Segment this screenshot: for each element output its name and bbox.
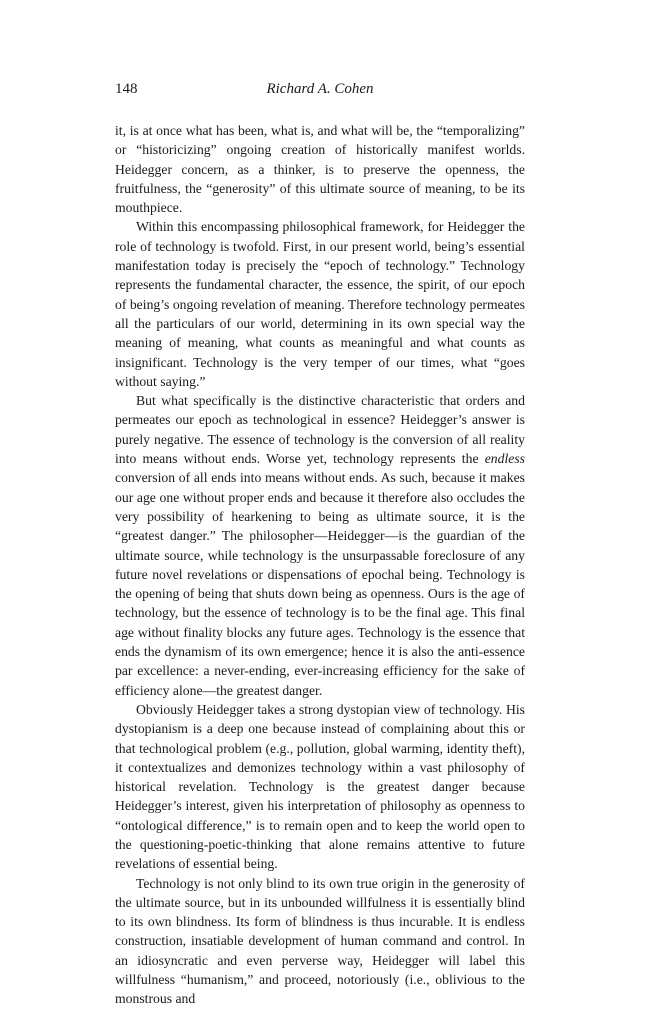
page-number: 148 bbox=[115, 81, 138, 97]
paragraph-4-text: Obviously Heidegger takes a strong dystopian view of technology. His dystopianism is a deep one because instead of complaining about this or that technological problem (e.g., pollution, global warming, identity theft), it contextualizes and demonizes technology within a vast philosophy of historical revelation. Technology is the greatest danger because Heidegger’s interest, given his interpretation of philosophy as openness to “ontological difference,” is to remain open and to keep the world open to the questioning-poetic-thinking that alone remains attentive to future revelations of essential being. bbox=[115, 701, 525, 872]
paragraph-3-text-b: conversion of all ends into means without ends. As such, because it makes our age one without proper ends and because it therefore also occludes the very possibility of hearkening to being as ultimate source, it is the “greatest danger.” The philosopher—Heidegger—is the guardian of the ultimate source, while technology is the unsurpassable foreclosure of any future novel revelations or dispensations of epochal being. Technology is the opening of being that shuts down being as openness. Ours is the age of technology, but the essence of technology is to be the final age. This final age without finality blocks any future ages. Technology is the essence that ends the dynamism of its own emergence; hence it is also the anti-essence par excellence: a never-ending, ever-increasing efficiency for the sake of efficiency alone—the greatest danger. bbox=[115, 470, 525, 698]
paragraph-3-text-a: But what specifically is the distinctive characteristic that orders and permeates our epoch as technological in essence? Heidegger’s answer is purely negative. The essence of technology is the conversion of all reality into means without ends. Worse yet, technology represents the bbox=[115, 393, 525, 467]
running-head bbox=[115, 78, 525, 100]
paragraph-5-text: Technology is not only blind to its own true origin in the generosity of the ultimate source, but in its unbounded willfulness it is essentially blind to its own blindness. Its form of blindness is thus incurable. It is endless construction, insatiable development of human command and control. In an idiosyncratic and even perverse way, Heidegger will label this willfulness “humanism,” and proceed, notoriously (i.e., oblivious to the monstrous and bbox=[115, 875, 525, 1007]
paragraph-2-text: Within this encompassing philosophical framework, for Heidegger the role of technology is twofold. First, in our present world, being’s essential manifestation today is precisely the “epoch of technology.” Technology represents the fundamental character, the essence, the spirit, of our epoch of being’s ongoing revelation of meaning. Therefore technology permeates all the particulars of our world, determining in its own special way the meaning of meaning, what counts as meaningful and what counts as insignificant. Technology is the very temper of our times, what “goes without saying.” bbox=[115, 219, 525, 389]
running-head-author: Richard A. Cohen bbox=[266, 81, 374, 97]
paragraph-5 bbox=[115, 874, 525, 1009]
paragraph-3 bbox=[115, 391, 525, 700]
paragraph-4 bbox=[115, 700, 525, 874]
emphasis-endless: endless bbox=[484, 451, 525, 467]
body-text bbox=[115, 121, 525, 1009]
paragraph-1-text: it, is at once what has been, what is, and what will be, the “temporalizing” or “historicizing” ongoing creation of historically manifest worlds. Heidegger concern, as a thinker, is to preserve the openness, the fruitfulness, the “generosity” of this ultimate source of meaning, to be its mouthpiece. bbox=[115, 123, 525, 216]
paragraph-2 bbox=[115, 217, 525, 391]
paragraph-1 bbox=[115, 121, 525, 217]
